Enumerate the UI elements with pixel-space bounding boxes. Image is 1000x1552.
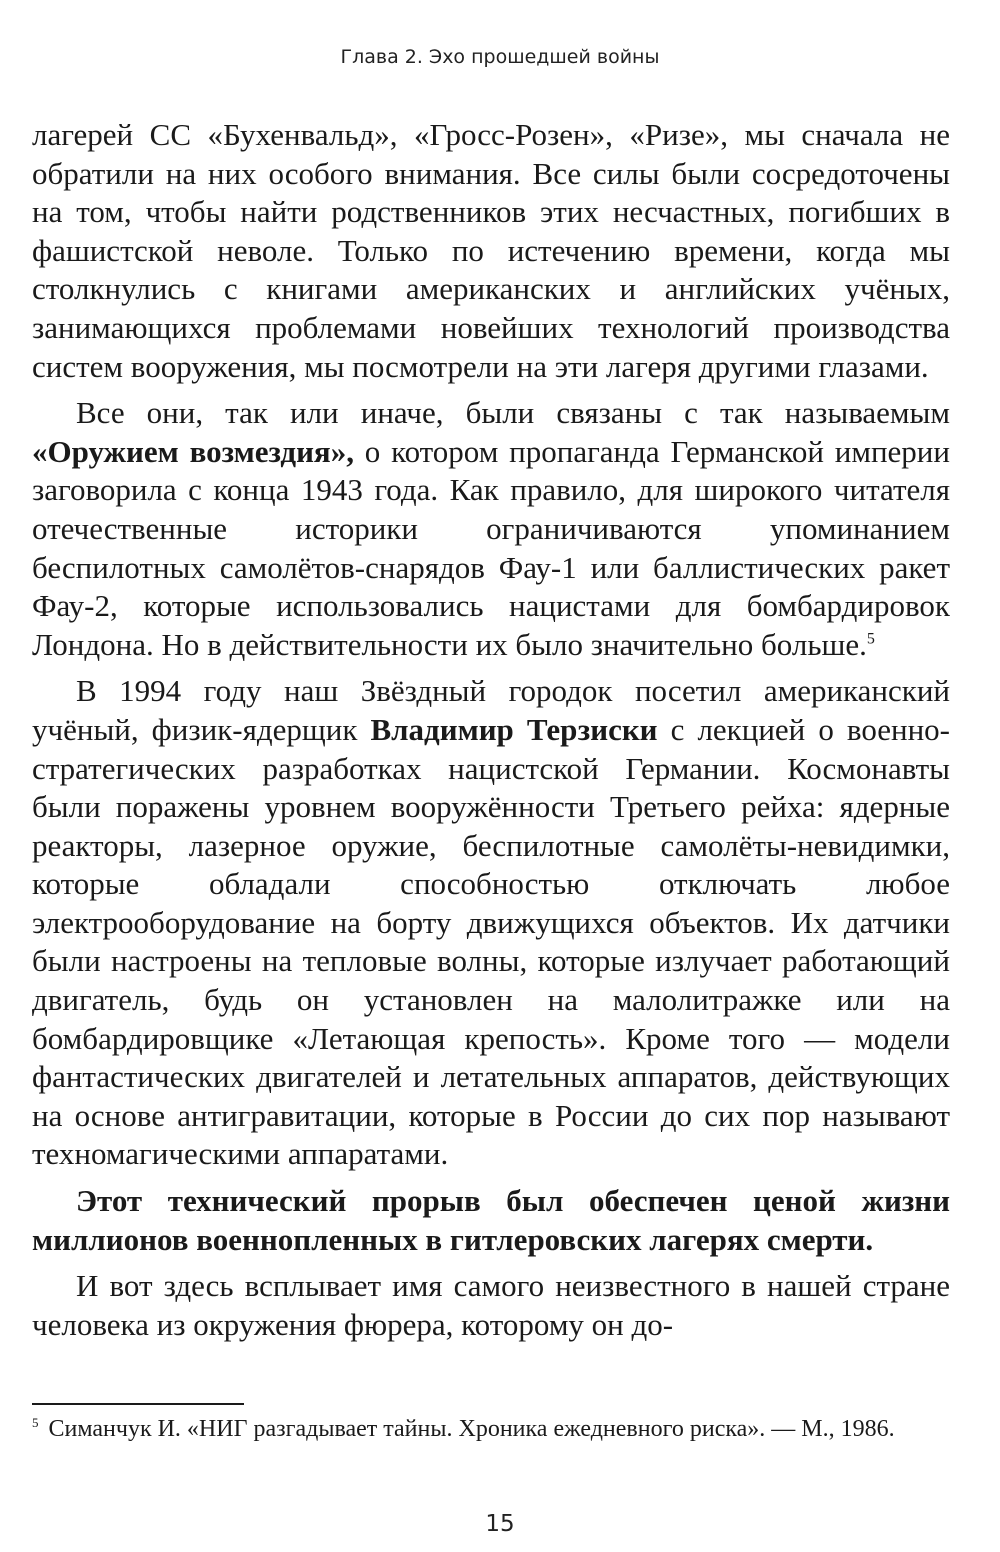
paragraph-3-emphasis: Владимир Терзиски [370, 711, 658, 747]
paragraph-5 [32, 1267, 950, 1344]
paragraph-3-text-start: В 1994 году наш Звёздный городок посетил американский учёный, физик-ядерщик [32, 673, 950, 747]
paragraph-4-bold-text: Этот технический прорыв был обеспечен ценой жизни миллионов военнопленных в гитлеровских лагерях смерти. [32, 1183, 950, 1257]
paragraph-2-text-start: Все они, так или иначе, были связаны с так называемым [76, 395, 950, 431]
paragraph-1-text: лагерей СС «Бухенвальд», «Гросс-Розен», «Ризе», мы сначала не обратили на них особого внимания. Все силы были сосредоточены на том, чтобы найти родственников этих несчастных, погибших в фашистской неволе. Только по истечению времени, когда мы столкнулись с книгами американских и английских учёных, занимающихся проблемами новейших технологий производства систем вооружения, мы посмотрели на эти лагеря другими глазами. [32, 117, 950, 384]
paragraph-2-emphasis: «Оружием возмездия», [32, 433, 354, 469]
footnote-divider [32, 1403, 244, 1405]
paragraph-3-text-end: с лекцией о военно-стратегических разработках нацистской Германии. Космонавты были поражены уровнем вооружённости Третьего рейха: ядерные реакторы, лазерное оружие, беспилотные самолёты-невидимки, которые обладали способностью отключать любое электрооборудование на борту движущихся объектов. Их датчики были настроены на тепловые волны, которые излучает работающий двигатель, будь он установлен на малолитражке или на бомбардировщике «Летающая крепость». Кроме того — модели фантастических двигателей и летательных аппаратов, действующих на основе антигравитации, которые в России до сих пор называют техномагическими аппаратами. [32, 711, 950, 1172]
main-text [32, 116, 950, 1344]
footnote-reference: 5 [866, 630, 875, 648]
paragraph-5-text: И вот здесь всплывает имя самого неизвестного в нашей стране человека из окружения фюрера, которому он до- [32, 1268, 950, 1342]
paragraph-2 [32, 394, 950, 664]
page-number: 15 [485, 1511, 515, 1537]
paragraph-4 [32, 1182, 950, 1259]
running-header: Глава 2. Эхо прошедшей войны [340, 46, 660, 68]
paragraph-2-text-end: о котором пропаганда Германской империи заговорила с конца 1943 года. Как правило, для широкого читателя отечественные историки ограничиваются упоминанием беспилотных самолётов-снарядов Фау-1 или баллистических ракет Фау-2, которые использовались нацистами для бомбардировок Лондона. Но в действительности их было значительно больше. [32, 433, 950, 662]
footnote-marker: 5 [32, 1415, 39, 1430]
footnote-text: Симанчук И. «НИГ разгадывает тайны. Хроника ежедневного риска». — М., 1986. [48, 1416, 895, 1442]
paragraph-3 [32, 672, 950, 1174]
footnote [32, 1414, 950, 1445]
paragraph-1 [32, 116, 950, 386]
